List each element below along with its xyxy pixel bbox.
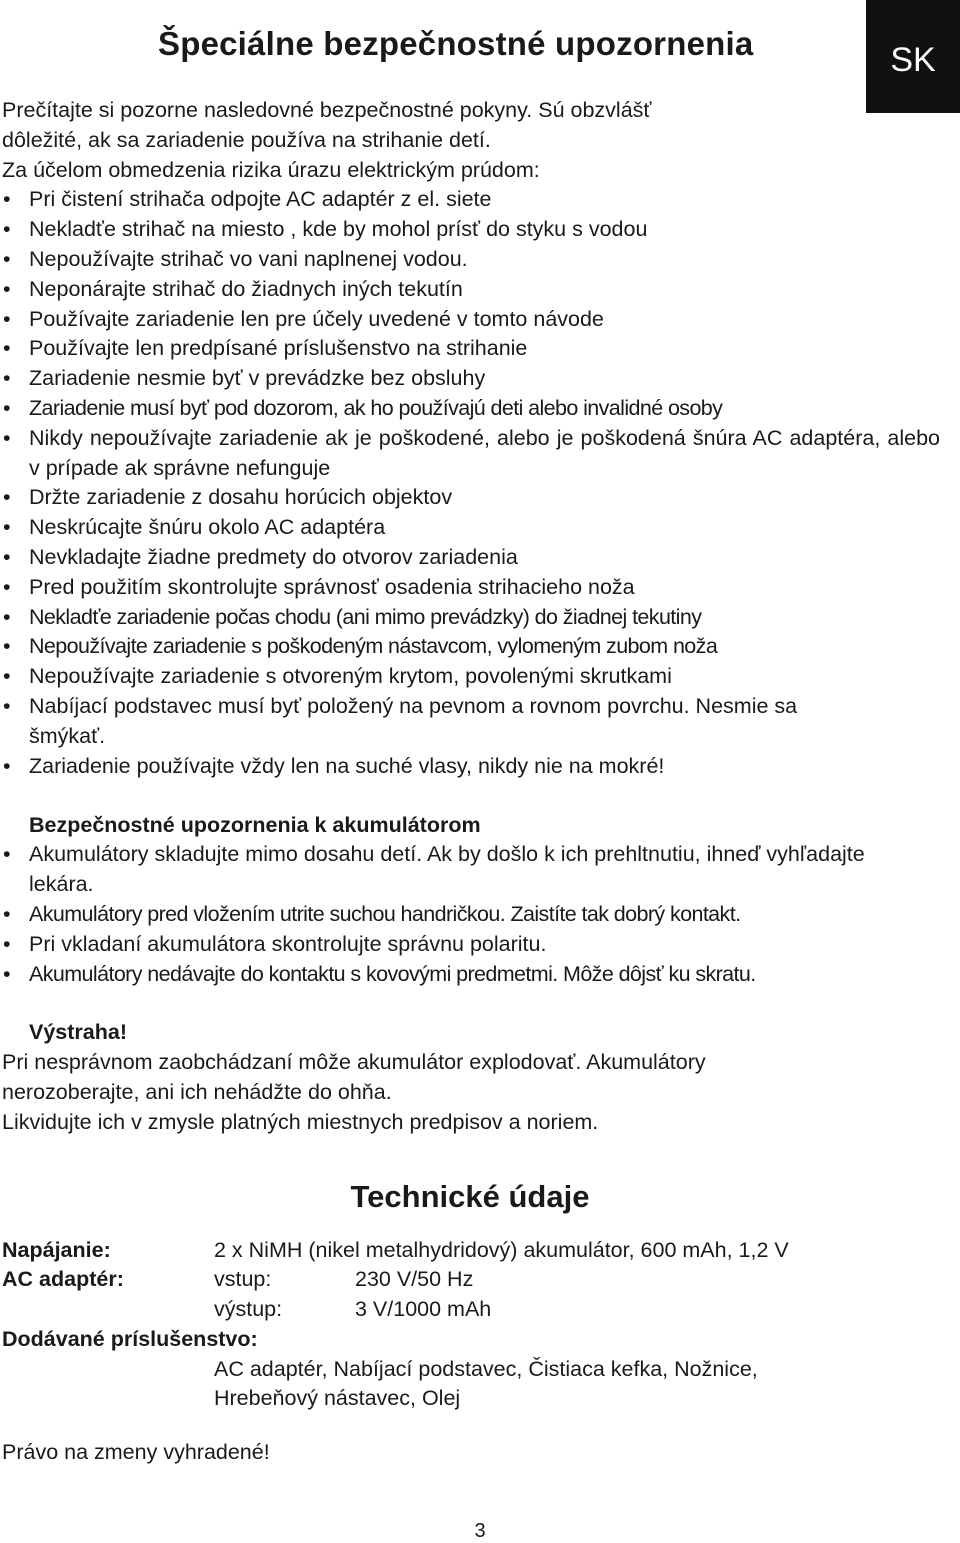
warning-heading: Výstraha! — [29, 1020, 127, 1045]
language-badge: SK — [866, 0, 960, 113]
table-row — [0, 1265, 789, 1295]
list-item: • Nevkladajte žiadne predmety do otvorov zariadenia — [0, 543, 940, 573]
list-item: • Nekladťe zariadenie počas chodu (ani mimo prevádzky) do žiadnej tekutiny — [0, 603, 940, 633]
tech-heading: Technické údaje — [350, 1178, 590, 1214]
table-row — [0, 1325, 789, 1355]
list-item: • Zariadenie musí byť pod dozorom, ak ho používajú deti alebo invalidné osoby — [0, 394, 940, 424]
warning-line-2: nerozoberajte, ani ich nehádžte do ohňa. — [2, 1079, 392, 1104]
list-item: • Nabíjací podstavec musí byť položený na pevnom a rovnom povrchu. Nesmie sa šmýkať. — [0, 692, 869, 752]
list-item: • Držte zariadenie z dosahu horúcich objektov — [0, 483, 940, 513]
list-item: • Akumulátory nedávajte do kontaktu s kovovými predmetmi. Môže dôjsť ku skratu. — [0, 960, 940, 990]
list-item: • Nepoužívajte strihač vo vani naplnenej vodou. — [0, 245, 940, 275]
table-row — [0, 1236, 789, 1266]
list-item: • Nepoužívajte zariadenie s poškodeným nástavcom, vylomeným zubom noža — [0, 632, 940, 662]
accessories-label: Dodávané príslušenstvo: — [2, 1326, 258, 1351]
list-item: • Zariadenie nesmie byť v prevádzke bez obsluhy — [0, 364, 940, 394]
warning-line-3: Likvidujte ich v zmysle platných miestnych predpisov a noriem. — [2, 1109, 599, 1134]
list-item: • Pri vkladaní akumulátora skontrolujte správnu polaritu. — [0, 930, 940, 960]
list-item: • Akumulátory skladujte mimo dosahu detí. Ak by došlo k ich prehltnutiu, ihneď vyhľadajte lekára. — [0, 840, 889, 900]
accessories-line-1: AC adaptér, Nabíjací podstavec, Čistiaca kefka, Nožnice, — [214, 1356, 758, 1381]
table-row — [0, 1295, 789, 1325]
tech-specs-table — [0, 1236, 789, 1415]
input-value: 230 V/50 Hz — [355, 1267, 474, 1292]
warning-line-1: Pri nesprávnom zaobchádzaní môže akumulátor explodovať. Akumulátory — [2, 1050, 706, 1075]
power-value: 2 x NiMH (nikel metalhydridový) akumulátor, 600 mAh, 1,2 V — [214, 1237, 789, 1262]
power-label: Napájanie: — [2, 1237, 111, 1262]
list-item: • Akumulátory pred vložením utrite suchou handričkou. Zaistíte tak dobrý kontakt. — [0, 900, 940, 930]
list-item: • Neskrúcajte šnúru okolo AC adaptéra — [0, 513, 940, 543]
list-item: • Neponárajte strihač do žiadnych iných tekutín — [0, 275, 940, 305]
battery-list — [0, 840, 940, 989]
list-item: • Nikdy nepoužívajte zariadenie ak je poškodené, alebo je poškodená šnúra AC adaptéra, alebo v prípade ak správne nefunguje — [0, 424, 940, 484]
footer-note: Právo na zmeny vyhradené! — [2, 1440, 270, 1465]
list-item: • Nepoužívajte zariadenie s otvoreným krytom, povolenými skrutkami — [0, 662, 940, 692]
output-value: 3 V/1000 mAh — [355, 1297, 492, 1322]
list-item: • Používajte len predpísané príslušenstvo na strihanie — [0, 334, 940, 364]
battery-heading: Bezpečnostné upozornenia k akumulátorom — [29, 813, 481, 838]
input-label: vstup: — [214, 1267, 272, 1292]
table-row — [0, 1384, 789, 1414]
list-item: • Zariadenie používajte vždy len na suché vlasy, nikdy nie na mokré! — [0, 752, 940, 782]
list-item: • Používajte zariadenie len pre účely uvedené v tomto návode — [0, 305, 940, 335]
page-title: Špeciálne bezpečnostné upozornenia — [158, 25, 754, 62]
adapter-label: AC adaptér: — [2, 1267, 124, 1292]
list-item: • Nekladťe strihač na miesto , kde by mohol prísť do styku s vodou — [0, 215, 940, 245]
page-number: 3 — [474, 1520, 486, 1542]
safety-list — [0, 185, 940, 781]
table-row — [0, 1355, 789, 1385]
list-item: • Pred použitím skontrolujte správnosť osadenia strihacieho noža — [0, 573, 940, 603]
intro-line-3: Za účelom obmedzenia rizika úrazu elektrickým prúdom: — [2, 157, 540, 182]
list-item: • Pri čistení strihača odpojte AC adaptér z el. siete — [0, 185, 940, 215]
intro-line-1: Prečítajte si pozorne nasledovné bezpečnostné pokyny. Sú obzvlášť — [2, 98, 652, 122]
output-label: výstup: — [214, 1297, 283, 1322]
document-body — [0, 96, 940, 1490]
accessories-line-2: Hrebeňový nástavec, Olej — [214, 1386, 461, 1411]
intro-line-2: dôležité, ak sa zariadenie používa na strihanie detí. — [2, 127, 491, 152]
